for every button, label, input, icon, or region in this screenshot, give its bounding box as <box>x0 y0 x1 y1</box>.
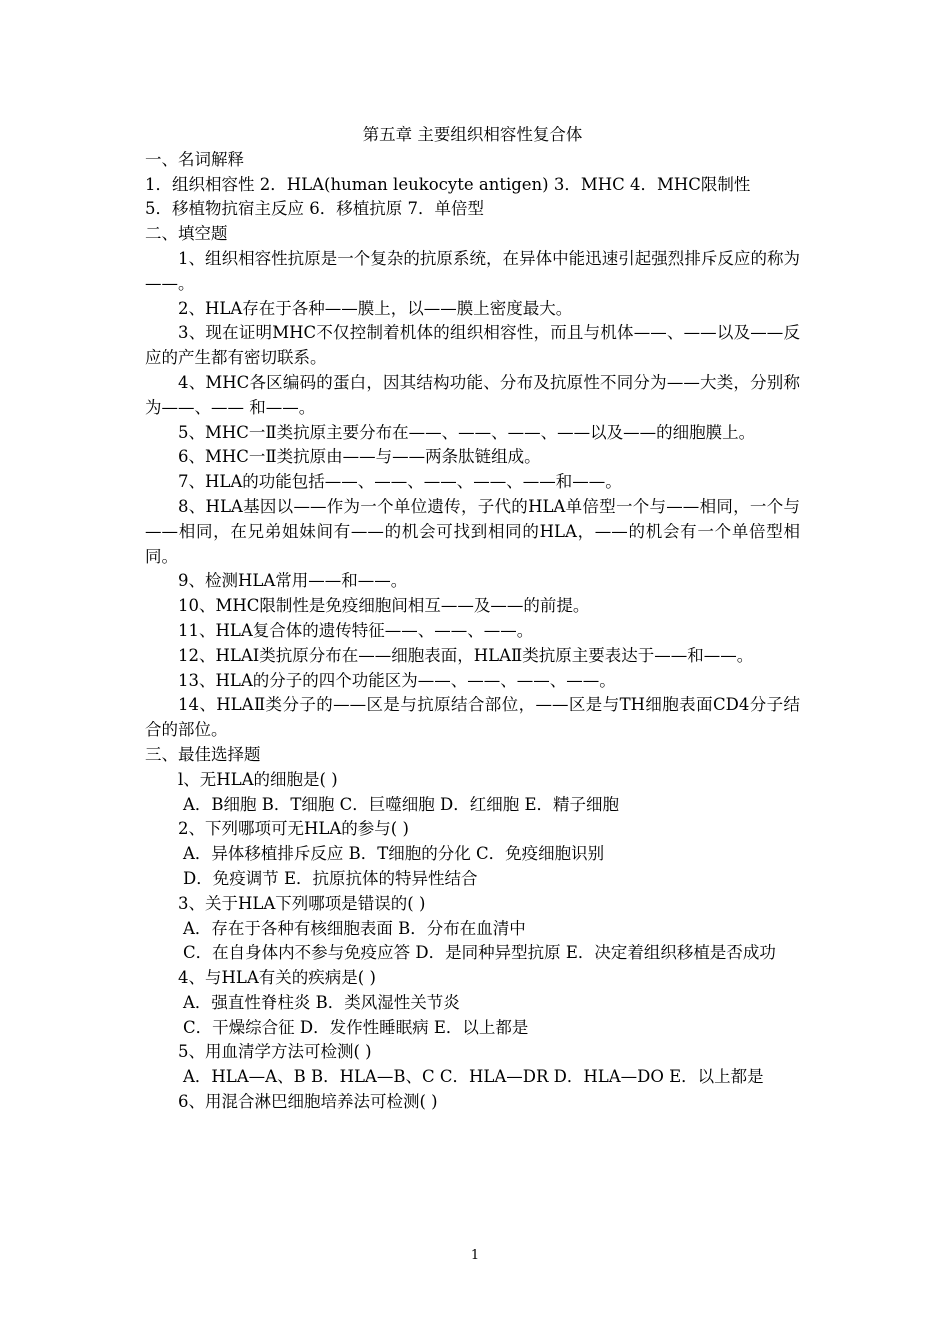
choice-question-3: 3、关于HLA下列哪项是错误的( ) <box>178 893 426 913</box>
section-heading-fill-blank: 二、填空题 <box>145 224 228 244</box>
chapter-title: 第五章 主要组织相容性复合体 <box>362 125 583 144</box>
choice-options-3b: C．在自身体内不参与免疫应答 D．是同种异型抗原 E．决定着组织移植是否成功 <box>183 943 776 963</box>
section-heading-terms: 一、名词解释 <box>145 149 244 169</box>
fill-blank-item-3: 3、现在证明MHC不仅控制着机体的组织相容性，而且与机体——、——以及——反应的产生都有密切联系。 <box>145 323 800 368</box>
page-number: 1 <box>470 1248 480 1263</box>
choice-options-2b: D．免疫调节 E．抗原抗体的特异性结合 <box>183 868 478 888</box>
choice-options-2a: A．异体移植排斥反应 B．T细胞的分化 C．免疫细胞识别 <box>183 844 605 864</box>
choice-options-1: A．B细胞 B．T细胞 C．巨噬细胞 D．红细胞 E．精子细胞 <box>183 794 620 814</box>
choice-options-3a: A．存在于各种有核细胞表面 B．分布在血清中 <box>183 918 526 938</box>
fill-blank-item-9: 9、检测HLA常用——和——。 <box>178 571 408 591</box>
fill-blank-item-5: 5、MHC一Ⅱ类抗原主要分布在——、——、——、——以及——的细胞膜上。 <box>178 422 756 442</box>
fill-blank-item-4: 4、MHC各区编码的蛋白，因其结构功能、分布及抗原性不同分为——大类，分别称为——、—— 和——。 <box>145 372 800 417</box>
section-heading-choice: 三、最佳选择题 <box>145 744 261 764</box>
fill-blank-item-2: 2、HLA存在于各种——膜上，以——膜上密度最大。 <box>178 298 573 318</box>
fill-blank-item-7: 7、HLA的功能包括——、——、——、——、——和——。 <box>178 472 622 492</box>
fill-blank-item-8: 8、HLA基因以——作为一个单位遗传，子代的HLA单倍型一个与——相同，一个与——相同，在兄弟姐妹间有——的机会可找到相同的HLA，——的机会有一个单倍型相同。 <box>145 496 800 566</box>
choice-options-5: A．HLA—A、B B．HLA—B、C C．HLA—DR D．HLA—DO E．以上都是 <box>183 1067 764 1087</box>
terms-line-1: 1．组织相容性 2．HLA(human leukocyte antigen) 3．MHC 4．MHC限制性 <box>145 174 751 194</box>
choice-question-5: 5、用血清学方法可检测( ) <box>178 1042 372 1062</box>
choice-options-4a: A．强直性脊柱炎 B．类风湿性关节炎 <box>183 992 460 1012</box>
choice-question-4: 4、与HLA有关的疾病是( ) <box>178 968 376 988</box>
terms-line-2: 5．移植物抗宿主反应 6．移植抗原 7．单倍型 <box>145 199 484 219</box>
choice-options-4b: C．干燥综合征 D．发作性睡眠病 E．以上都是 <box>183 1017 529 1037</box>
fill-blank-item-12: 12、HLAI类抗原分布在——细胞表面，HLAⅡ类抗原主要表达于——和——。 <box>178 645 754 665</box>
fill-blank-item-14: 14、HLAⅡ类分子的——区是与抗原结合部位，——区是与TH细胞表面CD4分子结合的部位。 <box>145 695 800 740</box>
choice-question-6: 6、用混合淋巴细胞培养法可检测( ) <box>178 1092 438 1112</box>
fill-blank-item-1: 1、组织相容性抗原是一个复杂的抗原系统，在异体中能迅速引起强烈排斥反应的称为——。 <box>145 248 800 293</box>
fill-blank-item-10: 10、MHC限制性是免疫细胞间相互——及——的前提。 <box>178 596 590 616</box>
choice-question-2: 2、下列哪项可无HLA的参与( ) <box>178 819 409 839</box>
choice-question-1: l、无HLA的细胞是( ) <box>178 769 338 789</box>
fill-blank-item-6: 6、MHC一Ⅱ类抗原由——与——两条肽链组成。 <box>178 447 541 467</box>
document-page <box>145 123 800 1115</box>
fill-blank-item-11: 11、HLA复合体的遗传特征——、——、——。 <box>178 620 534 640</box>
fill-blank-item-13: 13、HLA的分子的四个功能区为——、——、——、——。 <box>178 670 616 690</box>
